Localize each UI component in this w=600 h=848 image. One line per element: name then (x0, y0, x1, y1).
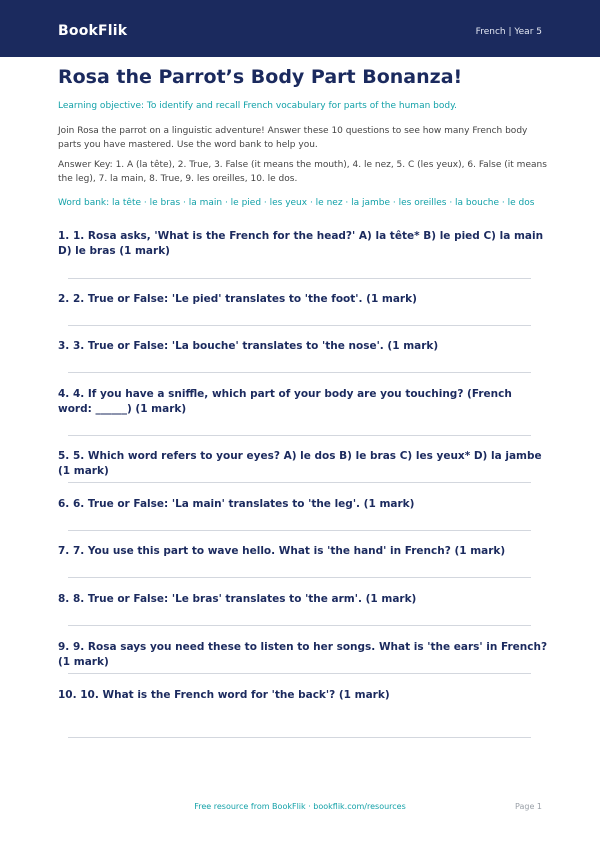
answer-line-6 (68, 530, 531, 531)
question-6: 6. 6. True or False: 'La main' translates to 'the leg'. (1 mark) (58, 498, 415, 510)
answer-line-3 (68, 372, 531, 373)
question-7: 7. 7. You use this part to wave hello. What is 'the hand' in French? (1 mark) (58, 545, 506, 557)
answer-line-5 (68, 482, 531, 483)
brand-logo: BookFlik (58, 23, 128, 39)
word-bank: Word bank: la tête · le bras · la main · le pied · les yeux · le nez · la jambe · les oreilles · la bouche · le dos (58, 198, 535, 208)
question-1: 1. 1. Rosa asks, 'What is the French for the head?' A) la tête* B) le pied C) la main D) le bras (1 mark) (58, 230, 544, 257)
subject-year-label: French | Year 5 (475, 27, 542, 37)
answer-line-1 (68, 278, 531, 279)
learning-objective: Learning objective: To identify and recall French vocabulary for parts of the human body. (58, 101, 457, 111)
answer-line-8 (68, 625, 531, 626)
question-5: 5. 5. Which word refers to your eyes? A) le dos B) le bras C) les yeux* D) la jambe (1 mark) (58, 450, 542, 477)
footer-credit: Free resource from BookFlik · bookflik.com/resources (194, 802, 406, 811)
question-10: 10. 10. What is the French word for 'the back'? (1 mark) (58, 689, 390, 701)
answer-line-2 (68, 325, 531, 326)
page-number: Page 1 (515, 802, 542, 811)
question-8: 8. 8. True or False: 'Le bras' translates to 'the arm'. (1 mark) (58, 593, 417, 605)
question-9: 9. 9. Rosa says you need these to listen to her songs. What is 'the ears' in French? (1 mark) (58, 641, 548, 668)
question-2: 2. 2. True or False: 'Le pied' translates to 'the foot'. (1 mark) (58, 293, 417, 305)
intro-text: Join Rosa the parrot on a linguistic adventure! Answer these 10 questions to see how many French body parts you have mastered. Use the word bank to help you. (58, 126, 528, 150)
answer-key: Answer Key: 1. A (la tête), 2. True, 3. False (it means the mouth), 4. le nez, 5. C (les yeux), 6. False (it means the leg), 7. la main, 8. True, 9. les oreilles, 10. le dos. (58, 160, 547, 184)
question-4: 4. 4. If you have a sniffle, which part of your body are you touching? (French word: ______) (1 mark) (58, 388, 512, 415)
worksheet-title: Rosa the Parrot’s Body Part Bonanza! (58, 66, 463, 88)
answer-line-4 (68, 435, 531, 436)
answer-line-7 (68, 577, 531, 578)
page-header (0, 0, 600, 57)
answer-line-10 (68, 737, 531, 738)
answer-line-9 (68, 673, 531, 674)
question-3: 3. 3. True or False: 'La bouche' translates to 'the nose'. (1 mark) (58, 340, 439, 352)
